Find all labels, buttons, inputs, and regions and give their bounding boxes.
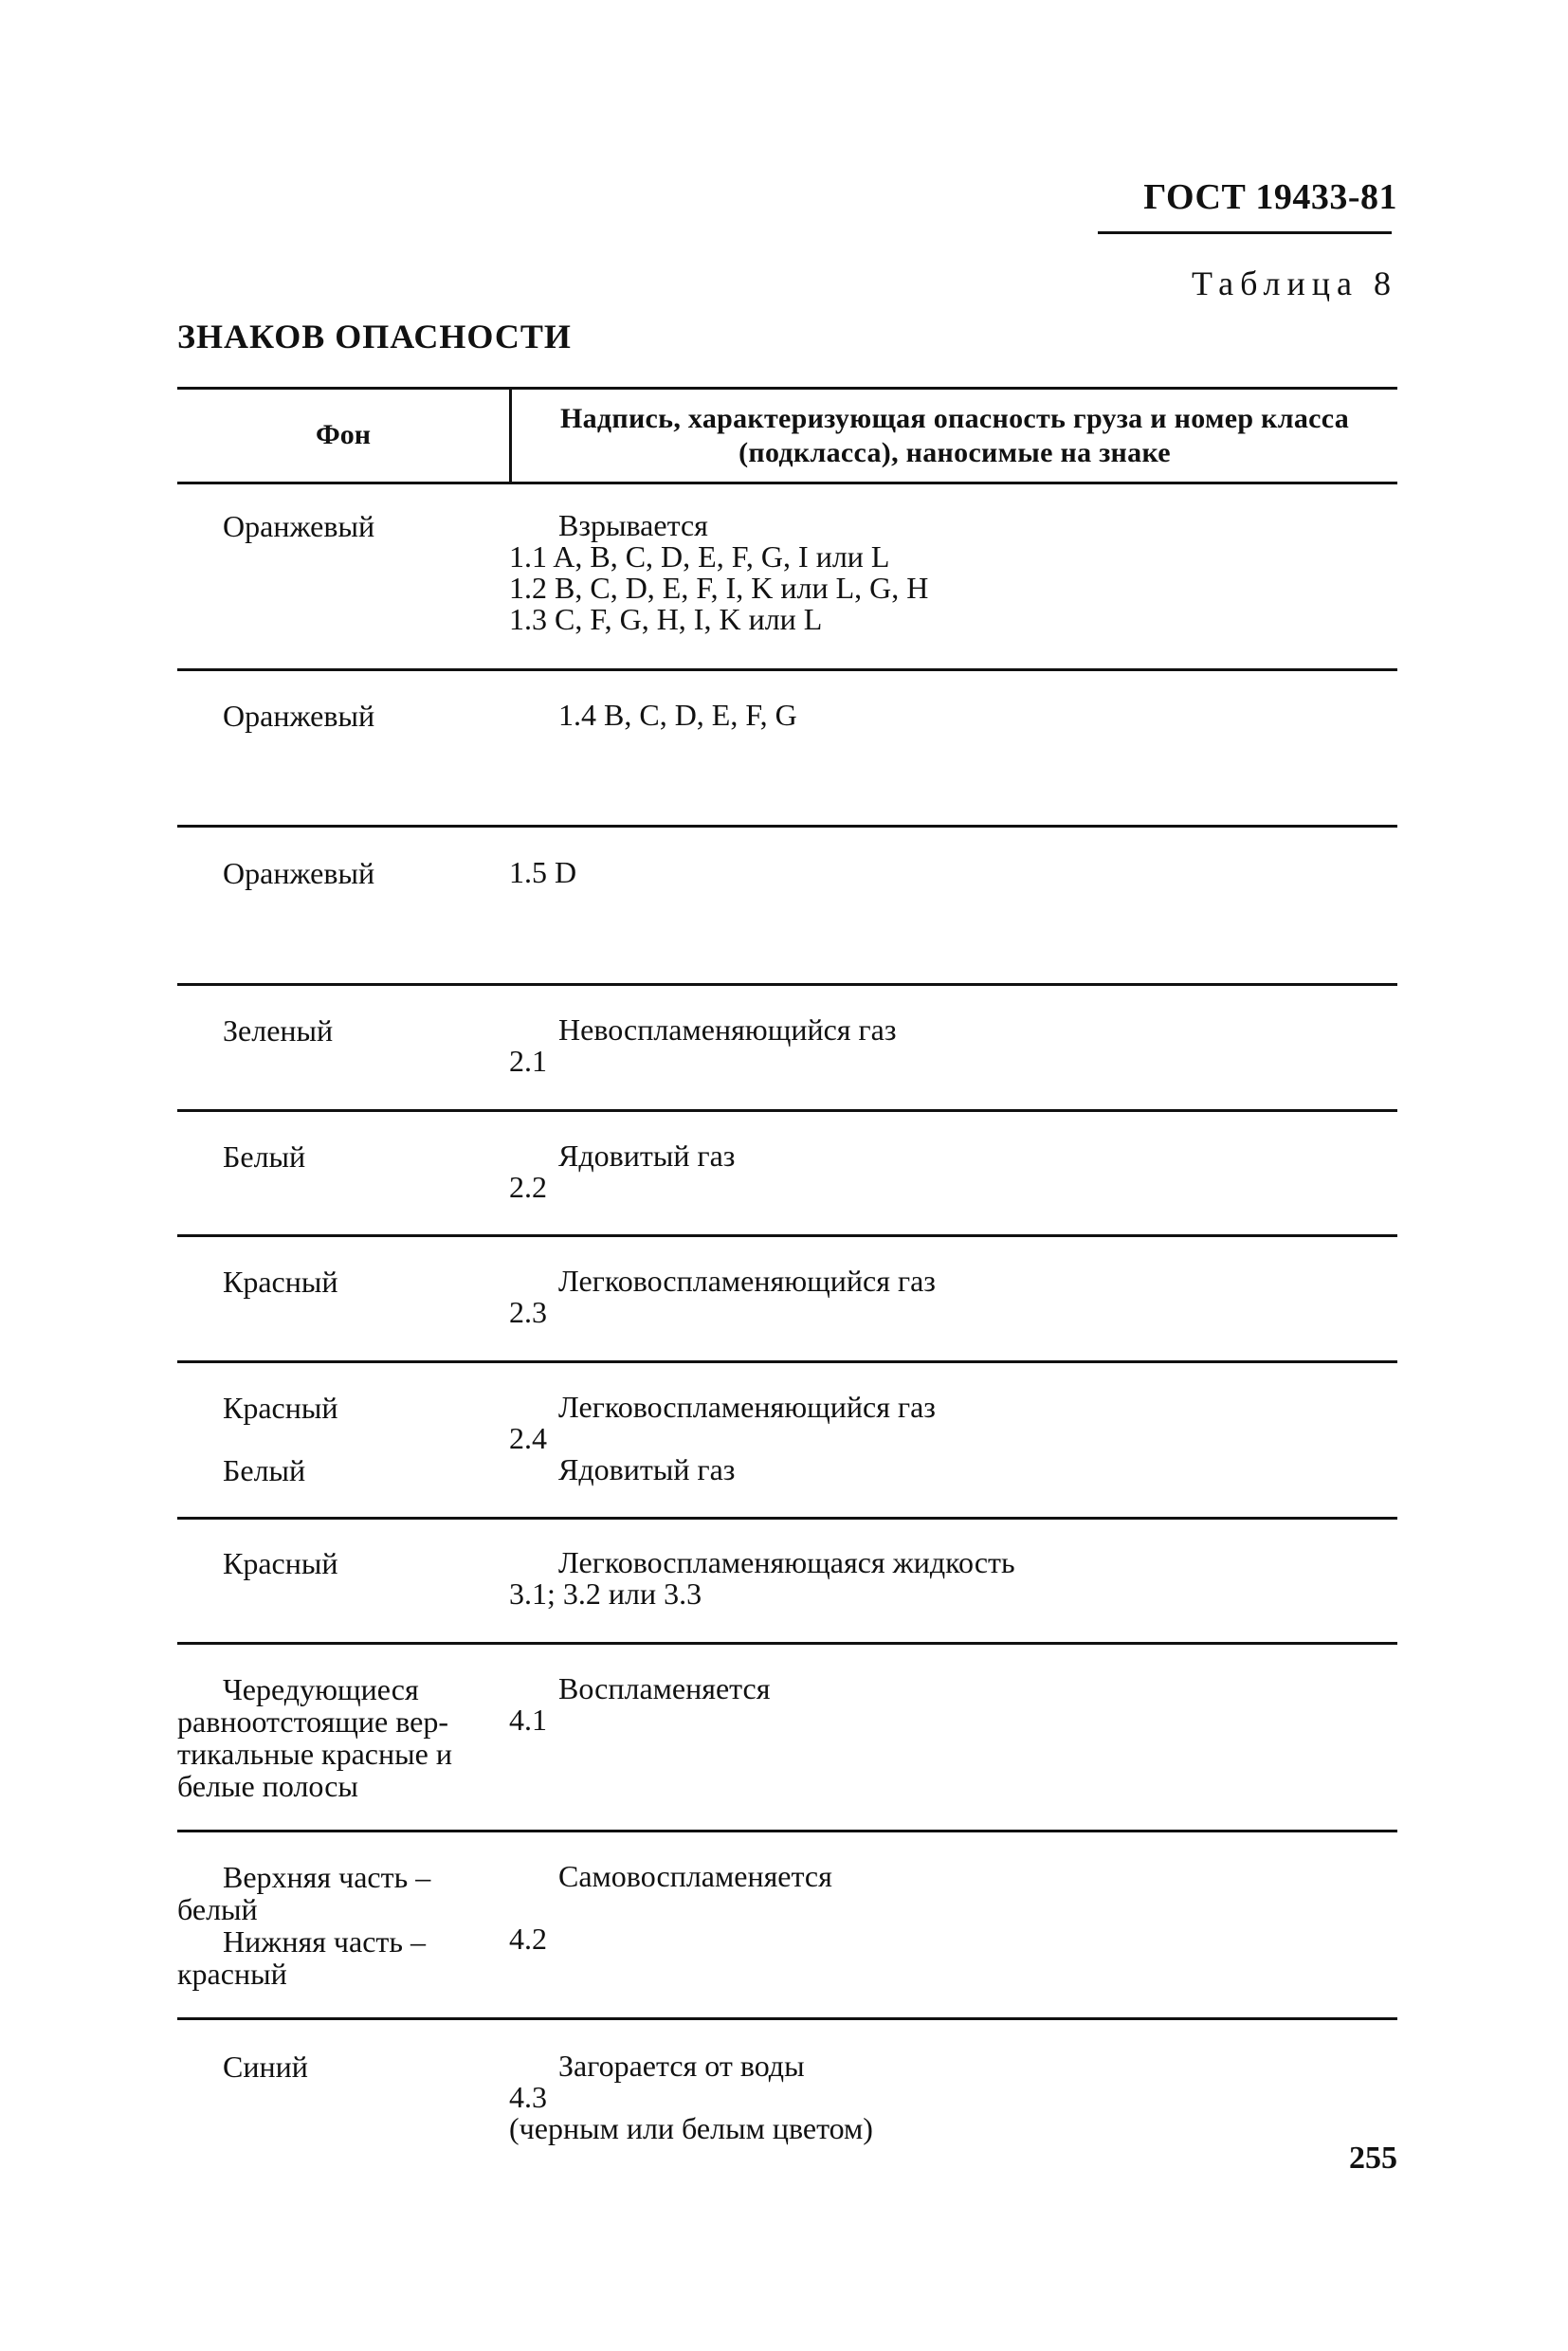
table-header-rule <box>177 482 1397 484</box>
row-3-fon <box>177 1014 519 1047</box>
column-header-fon: Фон <box>315 419 372 450</box>
row-10-fon <box>177 2050 519 2083</box>
fon-line: Зеленый <box>223 1013 334 1048</box>
text-line: 1.5 D <box>509 855 577 889</box>
fon-line: Красный <box>223 1265 338 1299</box>
row-rule <box>177 983 1397 986</box>
row-10-text <box>509 2050 1397 2144</box>
fon-line: Оранжевый <box>223 699 375 733</box>
text-line: 2.4 <box>509 1421 547 1455</box>
fon-line: Нижняя часть – <box>223 1924 426 1959</box>
row-6-text <box>509 1392 1397 1485</box>
text-line: 4.3 <box>509 2080 547 2114</box>
row-rule <box>177 1517 1397 1520</box>
row-1-text <box>509 700 1397 731</box>
text-line: Ядовитый газ <box>558 1139 736 1173</box>
row-4-text <box>509 1140 1397 1203</box>
row-2-fon <box>177 857 519 889</box>
text-line: Взрывается <box>558 508 708 542</box>
table-label: Таблица 8 <box>1192 264 1397 302</box>
fon-line: тикальные красные и <box>177 1737 452 1771</box>
row-8-text <box>509 1673 1397 1736</box>
row-1-fon <box>177 700 519 732</box>
row-9-fon <box>177 1861 519 1990</box>
document-code: ГОСТ 19433-81 <box>1143 177 1397 217</box>
fon-line: Оранжевый <box>223 856 375 890</box>
fon-line: Оранжевый <box>223 509 375 543</box>
text-line: Легковоспламеняющийся газ <box>558 1390 936 1424</box>
text-line: 1.3 C, F, G, H, I, K или L <box>509 602 823 636</box>
text-line: Ядовитый газ <box>558 1452 736 1486</box>
row-5-fon <box>177 1266 519 1298</box>
fon-line: Белый <box>223 1139 306 1174</box>
fon-line: красный <box>177 1957 287 1991</box>
fon-line: белые полосы <box>177 1769 358 1803</box>
row-8-fon <box>177 1673 519 1802</box>
text-line: Легковоспламеняющаяся жидкость <box>558 1545 1015 1579</box>
text-line: Воспламеняется <box>558 1671 771 1705</box>
fon-line: белый <box>177 1892 258 1926</box>
table-top-rule <box>177 387 1397 390</box>
text-line: Самовоспламеняется <box>558 1859 832 1893</box>
fon-line: равноотстоящие вер- <box>177 1704 449 1739</box>
row-9-text <box>509 1861 1397 1955</box>
row-7-fon <box>177 1547 519 1579</box>
row-rule <box>177 668 1397 671</box>
fon-line: Белый <box>223 1453 306 1487</box>
text-line: Невоспламеняющийся газ <box>558 1012 897 1047</box>
text-line: 2.3 <box>509 1295 547 1329</box>
column-header-text: Надпись, характеризующая опасность груза и номер класса (подкласса), наносимые на знаке <box>559 403 1350 468</box>
fon-line: Верхняя часть – <box>223 1860 431 1894</box>
text-line: Загорается от воды <box>558 2049 805 2083</box>
text-line: 2.1 <box>509 1044 547 1078</box>
text-line: (черным или белым цветом) <box>509 2111 873 2145</box>
row-6-fon <box>177 1392 519 1486</box>
fon-line: Красный <box>223 1391 338 1425</box>
page-number: 255 <box>1349 2141 1397 2176</box>
header-rule <box>1098 231 1392 234</box>
section-title: ЗНАКОВ ОПАСНОСТИ <box>177 318 572 355</box>
row-rule <box>177 1234 1397 1237</box>
fon-line: Синий <box>223 2050 308 2084</box>
row-rule <box>177 1360 1397 1363</box>
text-line: 1.2 B, C, D, E, F, I, K или L, G, H <box>509 571 929 605</box>
row-3-text <box>509 1014 1397 1077</box>
text-line: Легковоспламеняющийся газ <box>558 1264 936 1298</box>
row-7-text <box>509 1547 1397 1610</box>
row-rule <box>177 1830 1397 1832</box>
fon-line: Чередующиеся <box>223 1672 419 1706</box>
row-4-fon <box>177 1140 519 1173</box>
row-rule <box>177 2017 1397 2020</box>
row-5-text <box>509 1266 1397 1328</box>
row-rule <box>177 1109 1397 1112</box>
row-rule <box>177 825 1397 828</box>
row-0-fon <box>177 510 519 542</box>
row-0-text <box>509 510 1397 635</box>
text-line: 2.2 <box>509 1170 547 1204</box>
row-2-text <box>509 857 1397 888</box>
fon-line: Красный <box>223 1546 338 1580</box>
text-line: 1.1 A, B, C, D, E, F, G, I или L <box>509 539 890 574</box>
text-line: 1.4 B, C, D, E, F, G <box>558 698 797 732</box>
row-rule <box>177 1642 1397 1645</box>
text-line: 4.1 <box>509 1703 547 1737</box>
text-line: 4.2 <box>509 1922 547 1956</box>
text-line: 3.1; 3.2 или 3.3 <box>509 1576 702 1611</box>
